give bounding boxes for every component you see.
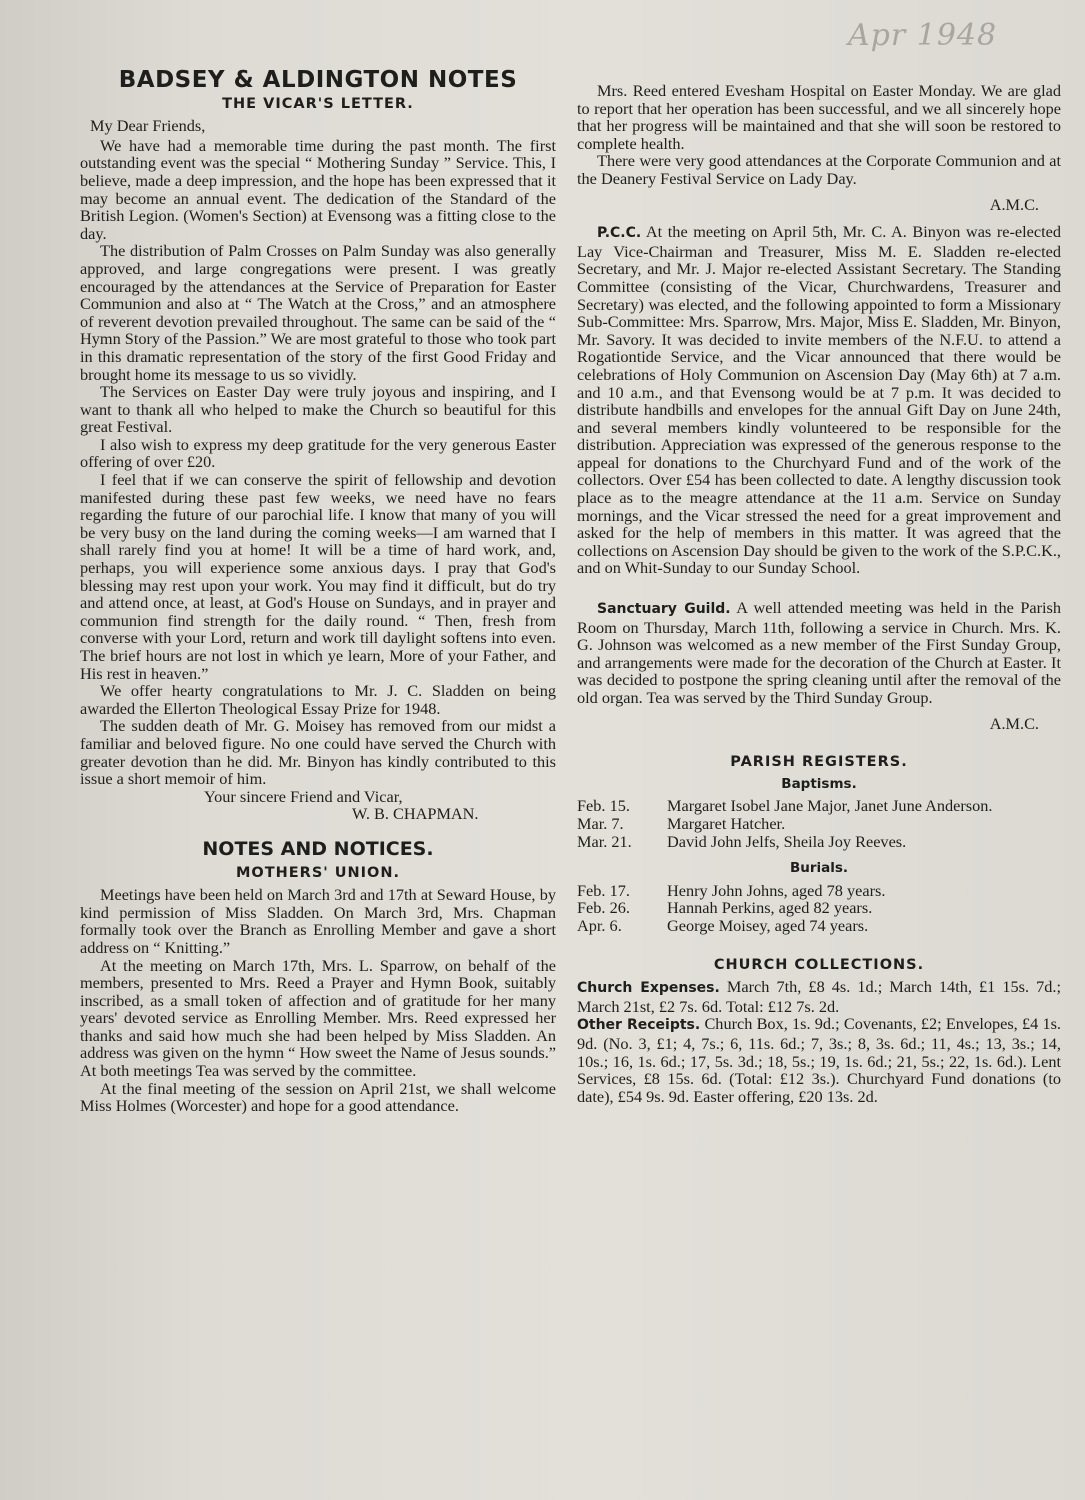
letter-paragraph: I also wish to express my deep gratitude for the very generous Easter offering of over £20. xyxy=(80,434,556,472)
handwritten-date-note: Apr 1948 xyxy=(848,18,998,53)
list-item xyxy=(577,917,1061,935)
church-expenses-paragraph xyxy=(577,978,1061,1015)
mothers-union-paragraph: At the final meeting of the session on April 21st, we shall welcome Miss Holmes (Worcester) and hope for a good attendance. xyxy=(80,1078,556,1116)
initials: A.M.C. xyxy=(989,713,1039,733)
parish-registers-heading: PARISH REGISTERS. xyxy=(730,754,908,771)
vicar-letter-heading: THE VICAR'S LETTER. xyxy=(222,95,414,112)
signoff-line: Your sincere Friend and Vicar, xyxy=(204,786,403,806)
other-receipts-paragraph xyxy=(577,1015,1061,1105)
entry-text: Margaret Hatcher. xyxy=(667,813,786,833)
church-expenses-text: March 7th, £8 4s. 1d.; March 14th, £1 15s. 7d.; March 21st, £2 7s. 6d. Total: £12 7s. 2d. xyxy=(577,977,1061,1016)
signoff-name: W. B. CHAPMAN. xyxy=(352,804,479,824)
mothers-union-continued: There were very good attendances at the Corporate Communion and at the Deanery Festival Service on Lady Day. xyxy=(577,151,1061,188)
church-expenses-lead: Church Expenses. xyxy=(577,980,720,997)
left-column xyxy=(80,67,556,1116)
letter-paragraph: I feel that if we can conserve the spirit of fellowship and devotion manifested during these past few weeks, we need have no fears regarding the future of our parochial life. I know that many of you will be very busy on the land during the coming weeks—I am warned that I shall rarely find you at home! It will be a time of hard work, and, perhaps, you will experience some anxious days. I pray that God's blessing may rest upon your work. You may find it difficult, but do try and attend once, at least, at God's House on Sundays, and in prayer and communion find strength for the daily round. “ Then, fresh from converse with your Lord, return and work till daylight softens into even. The brief hours are not lost in which ye learn, More of your Father, and His rest in heaven.” xyxy=(80,470,556,683)
pcc-paragraph xyxy=(577,223,1061,577)
right-column xyxy=(577,82,1061,1105)
sanctuary-guild-paragraph xyxy=(577,599,1061,707)
list-item xyxy=(577,815,1061,833)
baptisms-list xyxy=(577,797,1061,850)
entry-date: Feb. 17. xyxy=(577,880,630,900)
other-receipts-text: Church Box, 1s. 9d.; Covenants, £2; Envelopes, £4 1s. 9d. (No. 3, £1; 4, 7s.; 6, 11s. 6d.; 7, 3s.; 8, 3s. 6d.; 11, 4s.; 13, 3s.; 14, 10s.; 16, 1s. 6d.; 17, 5s. 3d.; 18, 5s.; 19, 1s. 6d.; 21, 5s.; 22, 1s. 6d.). Lent Services, £8 15s. 6d. (Total: £12 3s.). Churchyard Fund donations (to date), £54 9s. 9d. Easter offering, £20 13s. 2d. xyxy=(577,1014,1062,1106)
baptisms-heading: Baptisms. xyxy=(781,775,857,792)
notes-heading: NOTES AND NOTICES. xyxy=(202,837,434,860)
entry-text: George Moisey, aged 74 years. xyxy=(667,915,869,935)
church-collections-heading: CHURCH COLLECTIONS. xyxy=(713,956,925,973)
sanctuary-guild-text: A well attended meeting was held in the Parish Room on Thursday, March 11th, following a service in Church. Mrs. K. G. Johnson was welcomed as a new member of the First Sunday Group, and arrangements were made for the decoration of the Church at Easter. It was decided to postpone the spring cleaning until after the removal of the old organ. Tea was served by the Third Sunday Group. xyxy=(577,598,1062,707)
entry-text: Hannah Perkins, aged 82 years. xyxy=(667,898,873,918)
list-item xyxy=(577,899,1061,917)
burials-list xyxy=(577,882,1061,935)
letter-paragraph: The distribution of Palm Crosses on Palm Sunday was also generally approved, and large congregations were present. I was greatly encouraged by the attendances at the Service of Preparation for Easter Communion and also at “ The Watch at the Cross,” and an atmosphere of reverent devotion prevailed throughout. The same can be said of the “ Hymn Story of the Passion.” We are most grateful to those who took part in this dramatic representation of the story of the first Good Friday and brought home its message to us so vividly. xyxy=(80,241,556,384)
entry-date: Feb. 15. xyxy=(577,796,630,816)
entry-date: Mar. 21. xyxy=(577,831,632,851)
salutation: My Dear Friends, xyxy=(90,116,206,136)
sanctuary-guild-lead: Sanctuary Guild. xyxy=(597,601,731,618)
mothers-union-continued: Mrs. Reed entered Evesham Hospital on Easter Monday. We are glad to report that her operation has been successful, and we all sincerely hope that her progress will be maintained and that she will soon be restored to complete health. xyxy=(577,81,1061,153)
initials: A.M.C. xyxy=(989,194,1039,214)
mothers-union-paragraph: At the meeting on March 17th, Mrs. L. Sparrow, on behalf of the members, presented to Mrs. Reed a Prayer and Hymn Book, suitably inscribed, as a small token of affection and of gratitude for her many years' devoted service as Enrolling Member. Mrs. Reed expressed her thanks and said how much she had been helped by Miss Sladden. An address was given on the hymn “ How sweet the Name of Jesus sounds.” At both meetings Tea was served by the committee. xyxy=(80,955,556,1081)
letter-paragraph: We offer hearty congratulations to Mr. J. C. Sladden on being awarded the Ellerton Theological Essay Prize for 1948. xyxy=(80,681,556,718)
list-item xyxy=(577,797,1061,815)
list-item xyxy=(577,833,1061,851)
entry-text: Henry John Johns, aged 78 years. xyxy=(667,880,886,900)
other-receipts-lead: Other Receipts. xyxy=(577,1017,701,1034)
entry-date: Feb. 26. xyxy=(577,898,630,918)
entry-text: David John Jelfs, Sheila Joy Reeves. xyxy=(667,831,907,851)
pcc-text: At the meeting on April 5th, Mr. C. A. Binyon was re-elected Lay Vice-Chairman and Treasurer, Miss M. E. Sladden re-elected Secretary, and Mr. J. Major re-elected Assistant Secretary. The Standing Committee (consisting of the Vicar, Churchwardens, Treasurer and Secretary) was elected, and the following appointed to form a Missionary Sub-Committee: Mrs. Sparrow, Mrs. Major, Miss E. Sladden, Mr. Binyon, Mr. Savory. It was decided to invite members of the N.F.U. to attend a Rogationtide Service, and the Vicar announced that there would be celebrations of Holy Communion on Ascension Day (May 6th) at 7 a.m. and 10 a.m., and that Evensong would be at 7 p.m. It was decided to distribute handbills and envelopes for the annual Gift Day on June 24th, and several members kindly volunteered to be responsible for the distribution. Appreciation was expressed of the generous response to the appeal for donations to the Churchyard Fund and of the work of the collectors. Over £54 has been collected to date. A lengthy discussion took place as to the meagre attendance at the 11 a.m. Service on Sunday mornings, and the Vicar stressed the need for a great improvement and asked for the help of members in this matter. It was agreed that the collections on Ascension Day should be given to the work of the S.P.C.K., and on Whit-Sunday to our Sunday School. xyxy=(577,222,1062,578)
pcc-lead: P.C.C. xyxy=(597,225,642,242)
letter-paragraph: We have had a memorable time during the past month. The first outstanding event was the special “ Mothering Sunday ” Service. This, I believe, made a deep impression, and the hope has been expressed that it may become an annual event. The dedication of the Standard of the British Legion. (Women's Section) at Evensong was a fitting close to the day. xyxy=(80,135,556,243)
list-item xyxy=(577,882,1061,900)
letter-paragraph: The sudden death of Mr. G. Moisey has removed from our midst a familiar and beloved figure. No one could have served the Church with greater devotion than he did. Mr. Binyon has kindly contributed to this issue a short memoir of him. xyxy=(80,716,556,789)
letter-paragraph: The Services on Easter Day were truly joyous and inspiring, and I want to thank all who helped to make the Church so beautiful for this great Festival. xyxy=(80,382,556,437)
entry-date: Apr. 6. xyxy=(577,915,622,935)
mothers-union-heading: MOTHERS' UNION. xyxy=(235,864,401,881)
page-title: BADSEY & ALDINGTON NOTES xyxy=(118,67,518,93)
entry-date: Mar. 7. xyxy=(577,813,624,833)
entry-text: Margaret Isobel Jane Major, Janet June Anderson. xyxy=(667,796,993,816)
burials-heading: Burials. xyxy=(789,860,849,877)
mothers-union-paragraph: Meetings have been held on March 3rd and 17th at Seward House, by kind permission of Miss Sladden. On March 3rd, Mrs. Chapman formally took over the Branch as Enrolling Member and gave a short address on “ Knitting.” xyxy=(80,885,556,957)
